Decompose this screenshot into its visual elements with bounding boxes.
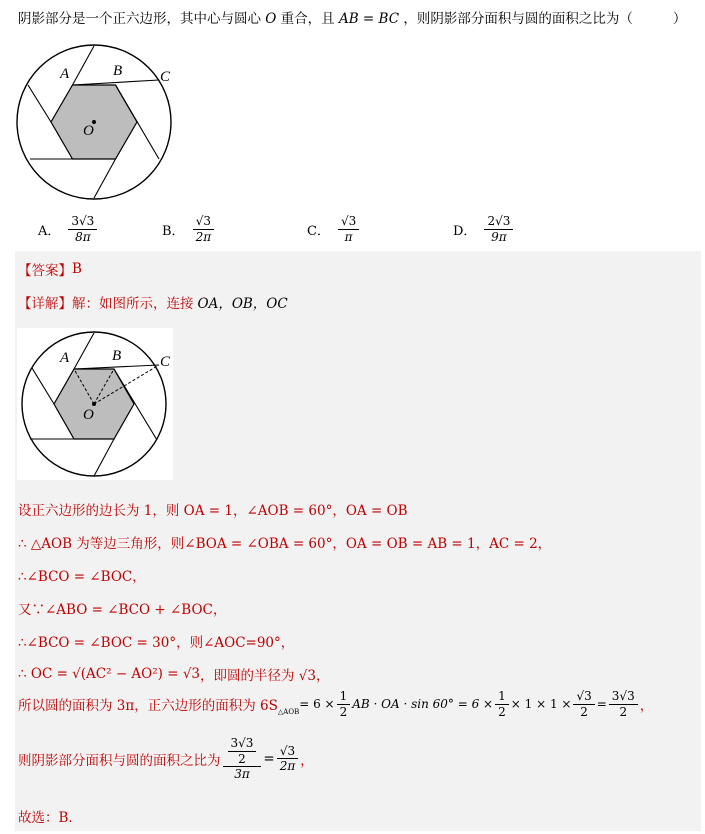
- option-denominator: 2π: [195, 229, 212, 244]
- option-label: A．: [38, 223, 61, 239]
- detail-line: [18, 292, 288, 312]
- step-3: ∴∠BCO = ∠BOC，: [18, 569, 146, 585]
- label-O: O: [83, 123, 94, 139]
- option-d[interactable]: [453, 215, 515, 243]
- label-C: C: [160, 69, 171, 85]
- option-denominator: 9π: [491, 229, 507, 244]
- label-B: B: [112, 348, 122, 364]
- step-7-subscript: △AOB: [277, 708, 300, 717]
- label-B: B: [113, 63, 123, 79]
- option-numerator: 3√3: [68, 215, 97, 230]
- label-C: C: [160, 354, 171, 370]
- detail-segments: OA，OB，OC: [197, 296, 288, 312]
- detail-lead: 解：如图所示，连接: [72, 296, 194, 312]
- step-8: 则阴影部分面积与圆的面积之比为 $\frac{\frac{3√3}{2}}{3\pi}$ = $\frac{√3}{2\pi}$ ，: [18, 736, 314, 782]
- option-numerator: 2√3: [484, 215, 513, 230]
- step-1: 设正六边形的边长为 1，则 OA = 1，∠AOB = 60°，OA = OB: [18, 503, 408, 519]
- option-denominator: π: [344, 229, 353, 244]
- step-7-part: = 6 ×: [299, 697, 335, 712]
- step-6: [18, 664, 330, 684]
- label-O: O: [83, 407, 94, 423]
- step-7-text: 所以圆的面积为 3π，正六边形的面积为 6S: [18, 698, 278, 715]
- step-7-part: × 1 × 1 ×: [510, 697, 572, 712]
- step-7-part: =: [596, 697, 607, 712]
- question-center-label: O: [265, 11, 277, 27]
- question-close-paren: ）: [672, 11, 687, 27]
- question-part: 阴影部分是一个正六边形，其中心与圆心: [18, 11, 261, 27]
- figure-2: [14, 328, 184, 480]
- option-c[interactable]: [307, 215, 361, 243]
- option-numerator: √3: [338, 215, 359, 230]
- step-7-part: AB · OA · sin 60° = 6 ×: [352, 697, 494, 712]
- question-text: [18, 7, 686, 27]
- option-numerator: √3: [193, 215, 214, 230]
- answer-value: B: [72, 261, 82, 277]
- step-8-complex-fraction: $\frac{\frac{3√3}{2}}{3\pi}$: [223, 737, 262, 781]
- option-label: C．: [307, 223, 330, 239]
- option-label: B．: [162, 223, 185, 239]
- option-label: D．: [453, 223, 477, 239]
- question-equation: AB = BC: [338, 11, 400, 27]
- answer-tag: 【答案】: [18, 263, 72, 279]
- answer-line: [18, 259, 82, 279]
- option-b[interactable]: [162, 215, 216, 243]
- question-part: 重合，且: [280, 11, 335, 27]
- step-7: 所以圆的面积为 3π，正六边形的面积为 6S △AOB = 6 × $\frac{1}{2}$ AB · OA · sin 60° = 6 × $\frac{1}{2}$ × 1 × 1 × $\frac{√3}{2}$ = $\frac{3√3}{2}$ ，: [18, 689, 654, 719]
- label-A: A: [60, 66, 70, 82]
- step-8-text: 则阴影部分面积与圆的面积之比为: [18, 752, 221, 769]
- step-8-equals: =: [263, 750, 275, 767]
- step-6-formula: ∴ OC = √(AC² − AO²) = √3: [18, 666, 201, 682]
- step-6-text: ，即圆的半径为 √3，: [200, 668, 330, 684]
- detail-tag: 【详解】: [18, 296, 72, 312]
- figure-1: [14, 38, 184, 203]
- label-A: A: [60, 350, 70, 366]
- step-9: 故选：B．: [18, 810, 82, 826]
- step-5: ∴∠BCO = ∠BOC = 30°，则∠AOC=90°，: [18, 635, 295, 651]
- step-2: ∴ △AOB 为等边三角形，则∠BOA = ∠OBA = 60°，OA = OB = AB = 1，AC = 2，: [18, 536, 552, 552]
- option-a[interactable]: [38, 215, 99, 243]
- step-4: 又∵∠ABO = ∠BCO + ∠BOC，: [18, 602, 227, 618]
- question-part: ，则阴影部分面积与圆的面积之比为（: [403, 11, 633, 27]
- option-denominator: 8π: [75, 229, 91, 244]
